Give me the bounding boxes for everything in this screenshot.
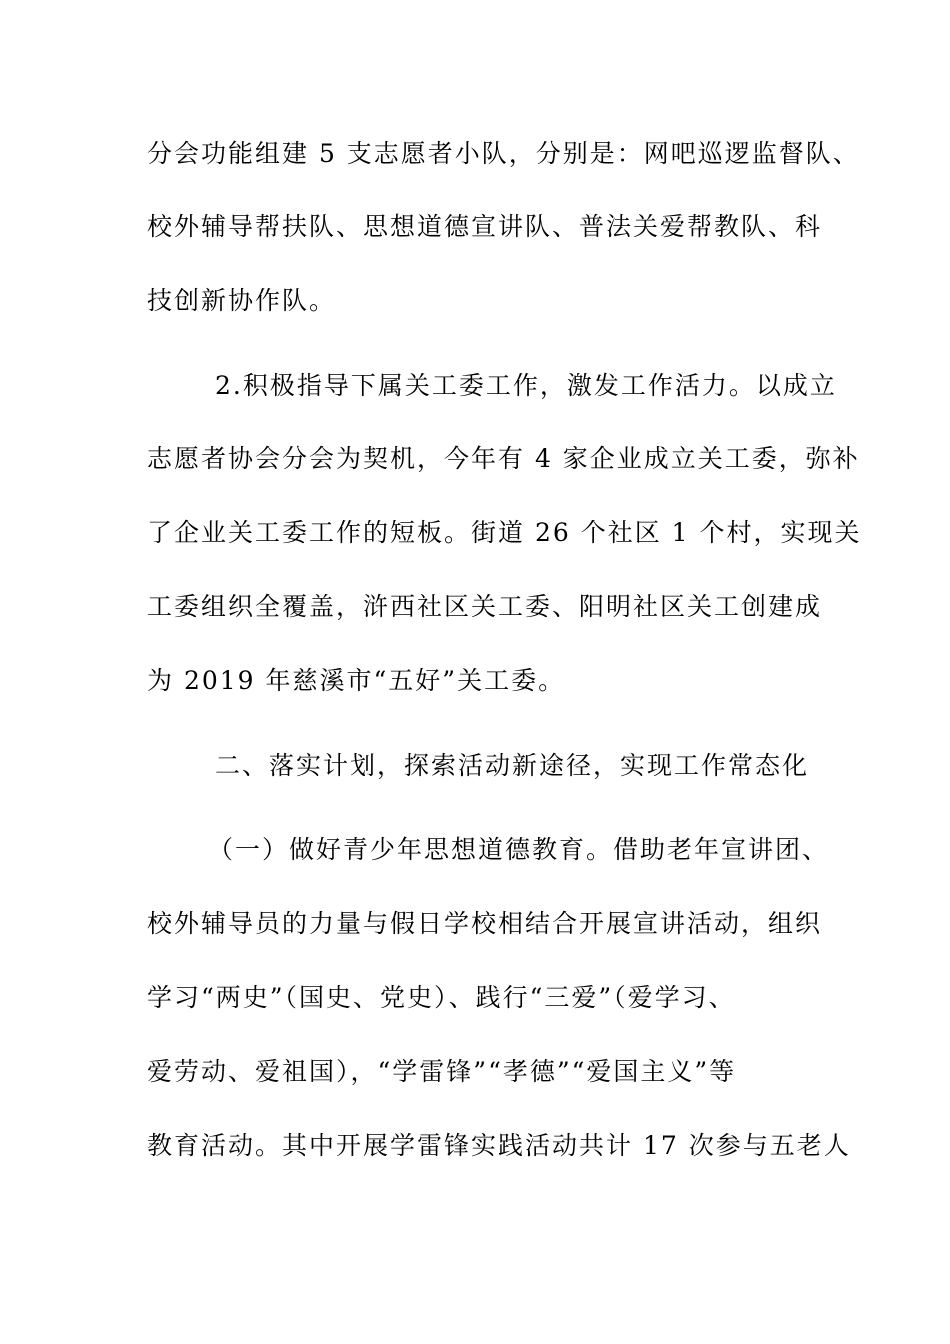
paragraph-line: （一）做好青少年思想道德教育。借助老年宣讲团、 (208, 835, 830, 864)
paragraph-line: 志愿者协会分会为契机，今年有 4 家企业成立关工委，弥补 (147, 444, 860, 473)
paragraph-line: 了企业关工委工作的短板。街道 26 个社区 1 个村，实现关 (147, 518, 862, 547)
paragraph-line: 爱劳动、爱祖国），“学雷锋”“孝德”“爱国主义”等 (147, 1057, 737, 1086)
paragraph-line: 工委组织全覆盖，浒西社区关工委、阳明社区关工创建成 (147, 592, 823, 621)
paragraph-line: 校外辅导员的力量与假日学校相结合开展宣讲活动，组织 (147, 909, 823, 938)
paragraph-line: 校外辅导帮扶队、思想道德宣讲队、普法关爱帮教队、科 (147, 212, 823, 241)
paragraph-line: 教育活动。其中开展学雷锋实践活动共计 17 次参与五老人 (147, 1131, 851, 1160)
paragraph-line: 2.积极指导下属关工委工作，激发工作活力。以成立 (215, 371, 837, 400)
paragraph-line: 技创新协作队。 (147, 286, 337, 315)
paragraph-line: 分会功能组建 5 支志愿者小队，分别是：网吧巡逻监督队、 (147, 139, 860, 168)
paragraph-line: 为 2019 年慈溪市“五好”关工委。 (147, 666, 566, 695)
section-heading: 二、落实计划，探索活动新途径，实现工作常态化 (215, 751, 810, 780)
paragraph-line: 学习“两史”（国史、党史）、践行“三爱”（爱学习、 (147, 983, 736, 1012)
